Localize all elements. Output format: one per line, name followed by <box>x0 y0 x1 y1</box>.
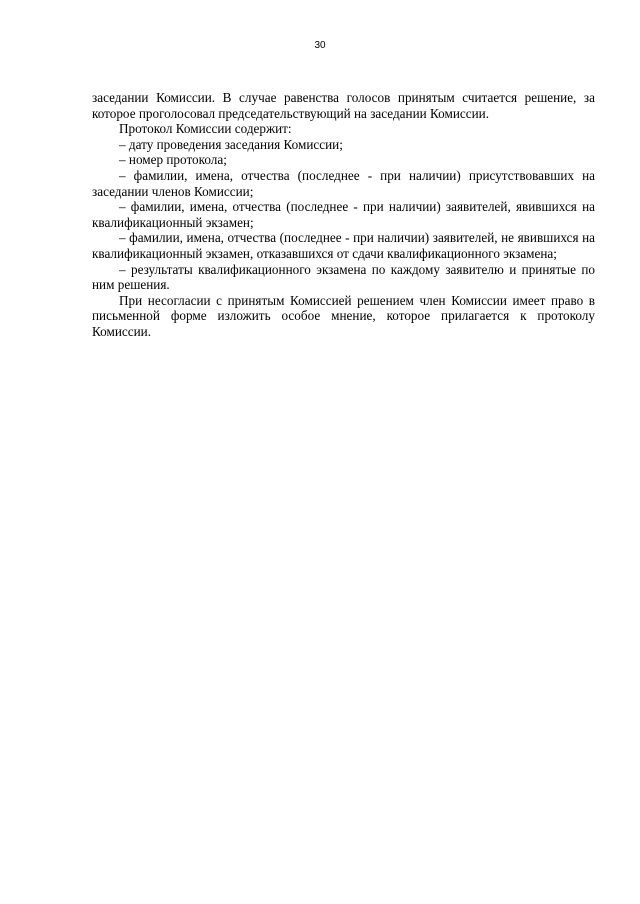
paragraph-protocol-contents: Протокол Комиссии содержит: <box>119 121 292 137</box>
document-body <box>92 90 595 340</box>
list-item-exam-results: – результаты квалификационного экзамена по каждому заявителю и принятые по ним решения. <box>92 261 595 293</box>
paragraph-voting-rule: заседании Комиссии. В случае равенства голосов принятым считается решение, за которое проголосовал председательствующий на заседании Комиссии. <box>92 90 595 121</box>
list-item-protocol-number: – номер протокола; <box>119 152 227 168</box>
list-item-applicants-present: – фамилии, имена, отчества (последнее - при наличии) заявителей, явившихся на квалификационный экзамен; <box>92 199 595 230</box>
list-item-applicants-absent: – фамилии, имена, отчества (последнее - при наличии) заявителей, не явившихся на квалификационный экзамен, отказавшихся от сдачи квалификационного экзамена; <box>92 230 595 261</box>
list-item-meeting-date: – дату проведения заседания Комиссии; <box>119 136 343 152</box>
page-number: 30 <box>314 40 326 51</box>
paragraph-dissenting-opinion: При несогласии с принятым Комиссией решением член Комиссии имеет право в письменной форме изложить особое мнение, которое прилагается к протоколу Комиссии. <box>92 292 595 339</box>
list-item-members-present: – фамилии, имена, отчества (последнее - при наличии) присутствовавших на заседании членов Комиссии; <box>92 167 595 199</box>
